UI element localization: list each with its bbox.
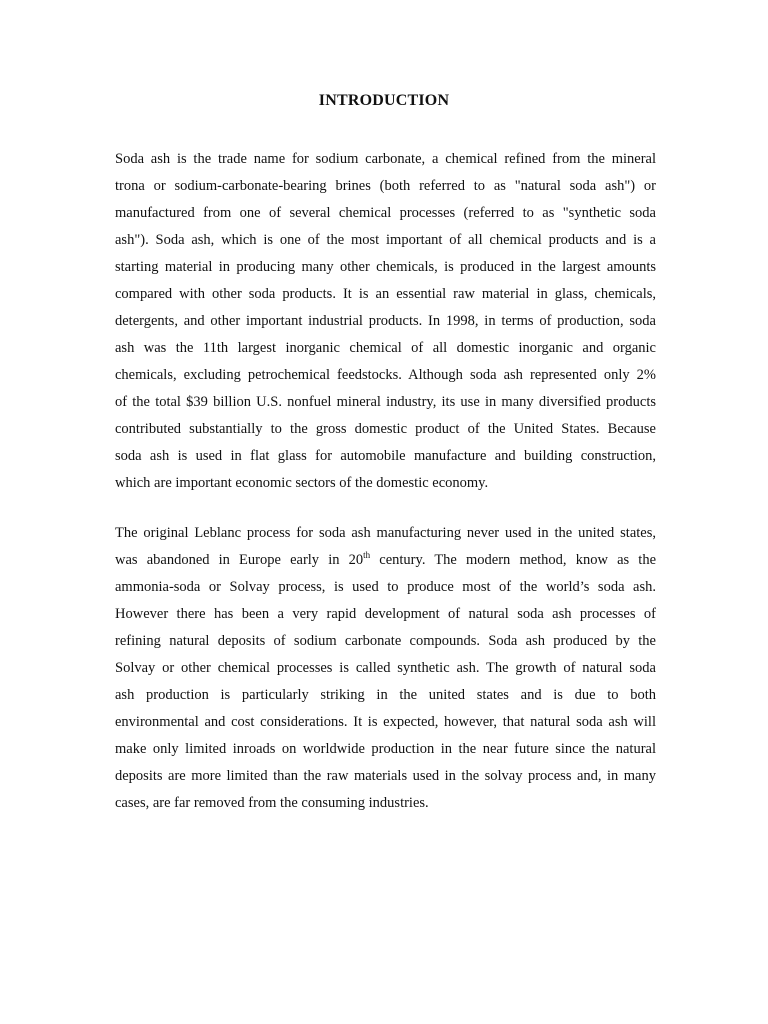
superscript: th xyxy=(363,550,371,561)
line-text: was abandoned in Europe early in 20 xyxy=(115,552,364,568)
paragraph-line: contributed substantially to the gross domestic product of the United States. Because xyxy=(115,421,656,437)
paragraph-line: Soda ash is the trade name for sodium carbonate, a chemical refined from the mineral xyxy=(115,151,656,167)
paragraph-line: However there has been a very rapid development of natural soda ash processes of xyxy=(115,606,656,622)
paragraph-line: manufactured from one of several chemical processes (referred to as "synthetic soda xyxy=(115,205,656,221)
paragraph-line: ash production is particularly striking in the united states and is due to both xyxy=(115,687,656,703)
paragraph-line: chemicals, excluding petrochemical feedstocks. Although soda ash represented only 2% xyxy=(115,367,656,383)
paragraph-line: of the total $39 billion U.S. nonfuel mineral industry, its use in many diversified products xyxy=(115,394,656,410)
paragraph-line xyxy=(115,547,656,574)
paragraph-line: ash was the 11th largest inorganic chemical of all domestic inorganic and organic xyxy=(115,340,656,356)
paragraph-line: compared with other soda products. It is an essential raw material in glass, chemicals, xyxy=(115,286,656,302)
line-text: century. The modern method, know as the xyxy=(370,552,657,568)
paragraph-line: deposits are more limited than the raw materials used in the solvay process and, in many xyxy=(115,768,656,784)
paragraph-intro xyxy=(115,146,656,497)
paragraph-line: ash"). Soda ash, which is one of the most important of all chemical products and is a xyxy=(115,232,656,248)
paragraph-line: soda ash is used in flat glass for automobile manufacture and building construction, xyxy=(115,448,656,464)
paragraph-line: make only limited inroads on worldwide production in the near future since the natural xyxy=(115,741,656,757)
paragraph-line: The original Leblanc process for soda ash manufacturing never used in the united states, xyxy=(115,525,656,541)
paragraph-line: cases, are far removed from the consuming industries. xyxy=(115,795,429,811)
paragraph-line: Solvay or other chemical processes is called synthetic ash. The growth of natural soda xyxy=(115,660,656,676)
paragraph-line: ammonia-soda or Solvay process, is used to produce most of the world’s soda ash. xyxy=(115,579,656,595)
paragraph-line: environmental and cost considerations. It is expected, however, that natural soda ash will xyxy=(115,714,656,730)
page-title: INTRODUCTION xyxy=(318,92,450,109)
paragraph-line: which are important economic sectors of the domestic economy. xyxy=(115,475,489,491)
paragraph-line: refining natural deposits of sodium carbonate compounds. Soda ash produced by the xyxy=(115,633,656,649)
paragraph-line: starting material in producing many other chemicals, is produced in the largest amounts xyxy=(115,259,656,275)
paragraph-line: detergents, and other important industrial products. In 1998, in terms of production, soda xyxy=(115,313,656,329)
paragraph-line: trona or sodium-carbonate-bearing brines (both referred to as "natural soda ash") or xyxy=(115,178,656,194)
paragraph-process-history xyxy=(115,520,656,817)
